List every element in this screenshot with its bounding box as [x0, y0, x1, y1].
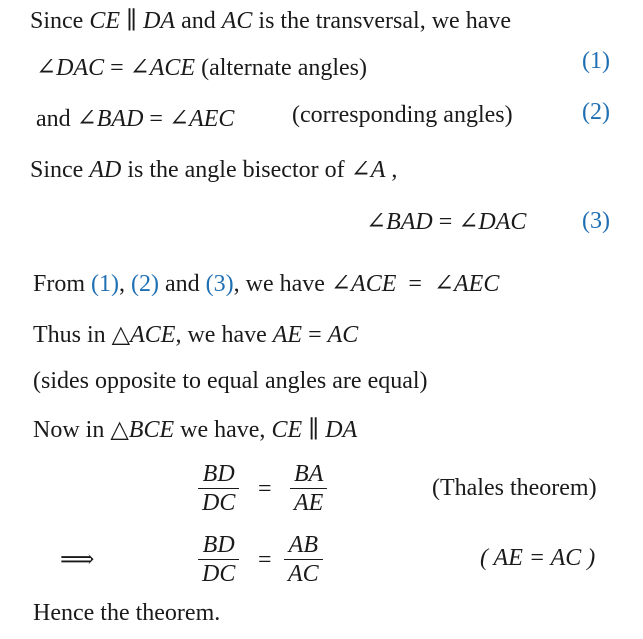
statement-line-5 [366, 207, 526, 237]
segment-da: DA [325, 417, 358, 443]
statement-line-3 [36, 104, 234, 134]
equation-ref-2: (2) [582, 99, 610, 125]
statement-line-7 [33, 320, 358, 350]
statement-line-8 [33, 366, 428, 396]
fraction-ba-ae [290, 460, 327, 517]
angle-ace: ∠ACE [129, 55, 196, 81]
ref-2[interactable]: (2) [131, 271, 159, 297]
numerator: BA [294, 461, 324, 487]
text: (sides opposite to equal angles are equal) [33, 368, 428, 394]
statement-line-6 [33, 269, 499, 299]
equals: = [402, 271, 428, 297]
ae-equals-ac-note: ( AE = AC ) [480, 545, 596, 571]
parallel-symbol: ∥ [120, 8, 144, 34]
text: and [175, 8, 222, 34]
text: Since [30, 157, 90, 183]
text: and [36, 106, 77, 132]
numerator: AB [288, 532, 318, 558]
triangle-ace: △ACE [111, 322, 176, 348]
text: From [33, 271, 92, 297]
equation-ref-1: (1) [582, 48, 610, 74]
text: Hence the theorem. [33, 600, 221, 626]
text: is the transversal, we have [252, 8, 511, 34]
statement-line-2 [36, 53, 367, 83]
angle-aec: ∠AEC [433, 271, 500, 297]
segment-ac: AC [327, 322, 359, 348]
equals: = [258, 476, 272, 502]
statement-line-1 [30, 6, 511, 36]
text: Now in [33, 417, 111, 443]
implies-arrow: ⟹ [60, 547, 95, 573]
text: , we have [175, 322, 273, 348]
equals: = [258, 547, 272, 573]
angle-a: ∠A [350, 157, 386, 183]
fraction-bd-dc-2 [198, 531, 239, 588]
parallel-symbol: ∥ [302, 417, 326, 443]
text: , we have [233, 271, 331, 297]
angle-ace: ∠ACE [330, 271, 397, 297]
text: Since [30, 8, 90, 34]
ref-3[interactable]: (3) [205, 271, 234, 297]
numerator: BD [202, 532, 235, 558]
angle-bad: ∠BAD [76, 106, 144, 132]
equation-ref-3: (3) [582, 208, 610, 234]
triangle-bce: △BCE [110, 417, 175, 443]
ref-1[interactable]: (1) [91, 271, 119, 297]
denominator: DC [202, 490, 236, 516]
text: we have, [174, 417, 272, 443]
denominator: AC [288, 561, 319, 587]
segment-ad: AD [89, 157, 122, 183]
denominator: AE [294, 490, 324, 516]
equals: = [143, 106, 169, 132]
reason: (alternate angles) [195, 55, 367, 81]
denominator: DC [202, 561, 236, 587]
equals: = [302, 322, 328, 348]
text: and [158, 271, 206, 297]
segment-ae: AE [272, 322, 303, 348]
angle-dac: ∠DAC [458, 209, 527, 235]
equals: = [104, 55, 130, 81]
reason: (corresponding angles) [292, 102, 513, 128]
numerator: BD [202, 461, 235, 487]
angle-aec: ∠AEC [168, 106, 235, 132]
text: , [385, 157, 398, 183]
fraction-ab-ac [284, 531, 323, 588]
segment-ce: CE [271, 417, 303, 443]
text: is the angle bisector of [121, 157, 351, 183]
segment-ac: AC [221, 8, 253, 34]
text: , [119, 271, 131, 297]
angle-bad: ∠BAD [366, 209, 433, 235]
conclusion-line [33, 598, 220, 628]
equals: = [432, 209, 459, 235]
statement-line-9 [33, 415, 357, 445]
angle-dac: ∠DAC [36, 55, 105, 81]
segment-ce: CE [89, 8, 120, 34]
statement-line-4 [30, 155, 397, 185]
fraction-bd-dc [198, 460, 239, 517]
thales-note: (Thales theorem) [432, 475, 597, 501]
segment-da: DA [143, 8, 176, 34]
text: Thus in [33, 322, 112, 348]
